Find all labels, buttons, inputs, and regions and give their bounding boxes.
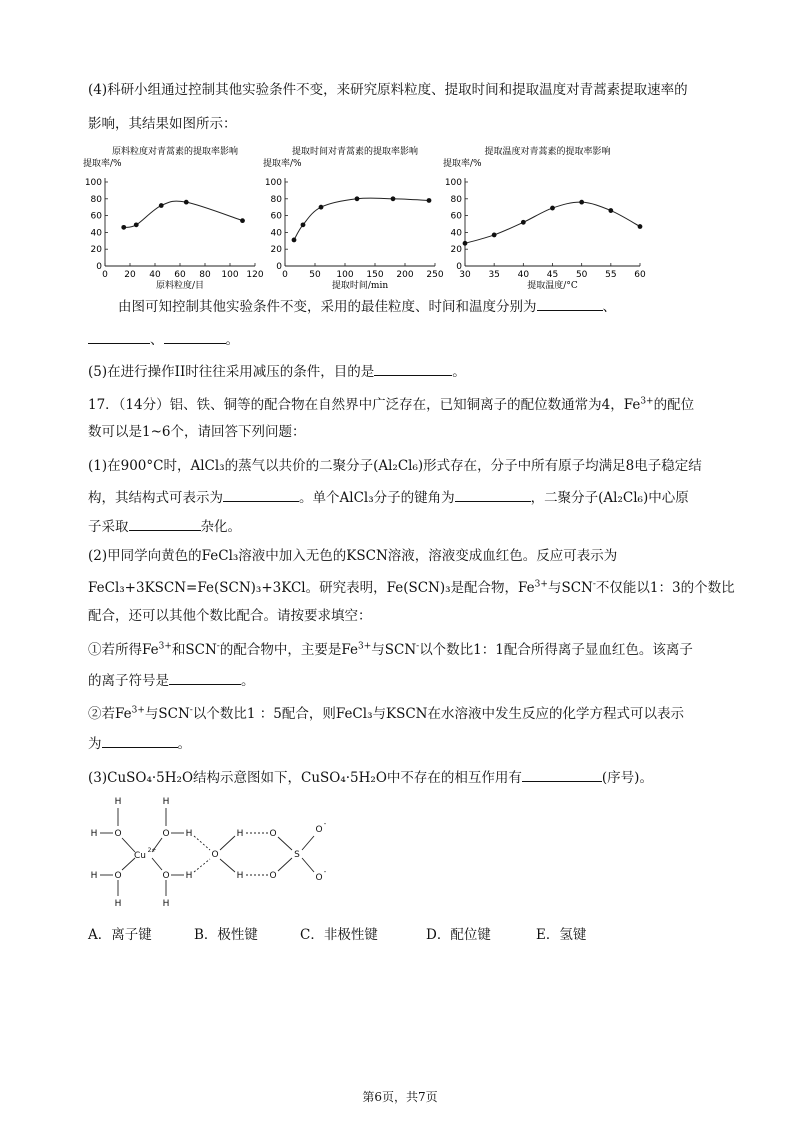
chart-extraction-time	[263, 145, 444, 290]
chart-title: 原料粒度对青蒿素的提取率影响	[111, 147, 239, 157]
superscript: 3+	[357, 641, 372, 652]
hydrogen-bond	[194, 836, 210, 850]
q16-4-answer-line	[118, 296, 758, 317]
y-tick-label: 40	[90, 228, 102, 239]
answer-blank-structure[interactable]	[223, 487, 299, 502]
minus-sign: -	[323, 868, 327, 876]
text: 不仅能以1：3的个数比	[595, 580, 735, 596]
atom-h: H	[162, 899, 170, 909]
superscript: 3+	[534, 579, 548, 590]
text: 子采取	[88, 519, 129, 535]
text: 杂化。	[200, 519, 241, 535]
x-tick-label: 55	[605, 270, 617, 280]
q17-line1	[88, 395, 728, 415]
hydrogen-bond	[194, 859, 210, 872]
atom-h: H	[162, 797, 170, 807]
period: 。	[225, 332, 239, 348]
q17-2-ii-line2	[88, 733, 728, 754]
y-tick-label: 60	[270, 211, 282, 222]
y-axis-label: 提取率/%	[443, 159, 482, 169]
text: 与SCN	[371, 642, 417, 658]
y-tick-label: 80	[90, 194, 102, 205]
atom-s: S	[294, 850, 300, 860]
text: 。单个AlCl₃分子的键角为	[299, 490, 455, 506]
bond	[122, 838, 135, 852]
bond	[220, 859, 235, 872]
data-point	[391, 196, 396, 201]
data-point	[240, 218, 245, 223]
x-tick-label: 45	[546, 270, 559, 280]
q16-4-answer-text: 由图可知控制其他实验条件不变，采用的最佳粒度、时间和温度分别为	[118, 299, 537, 315]
cu-charge: 2+	[147, 847, 157, 854]
x-axis-label: 提取时间/min	[331, 281, 389, 290]
superscript: 3+	[131, 705, 145, 716]
x-tick-label: 60	[634, 270, 646, 280]
answer-blank-ion-symbol[interactable]	[169, 670, 241, 685]
q17-1-line1: (1)在900°C时，AlCl₃的蒸气以共价的二聚分子(Al₂Cl₆)形式存在，分子中所有原子均满足8电子稳定结	[88, 458, 702, 474]
x-tick-label: 50	[309, 270, 321, 280]
series-line	[294, 198, 429, 240]
bond	[152, 858, 162, 870]
text: FeCl₃+3KSCN=Fe(SCN)₃+3KCl。研究表明，Fe(SCN)₃是配合物，Fe	[88, 580, 535, 596]
x-axis-label: 原料粒度/目	[155, 281, 205, 290]
x-tick-label: 80	[199, 270, 211, 280]
option-b[interactable]: B．极性键	[194, 927, 258, 943]
q17-1-line3	[88, 516, 728, 537]
atom-h: H	[114, 899, 122, 909]
answer-blank-q16-5[interactable]	[374, 361, 452, 376]
q16-5	[88, 361, 728, 382]
answer-blank-temperature[interactable]	[164, 329, 226, 344]
separator: 、	[150, 332, 164, 348]
data-point	[492, 233, 497, 238]
data-point	[463, 241, 468, 246]
x-tick-label: 250	[426, 270, 444, 280]
text: 为	[88, 736, 102, 752]
answer-blank-size[interactable]	[537, 296, 603, 311]
atom-cu: Cu	[134, 851, 146, 861]
option-a[interactable]: A．离子键	[88, 927, 152, 943]
answer-blank-equation[interactable]	[102, 733, 178, 748]
q17-line2: 数可以是1~6个，请回答下列问题：	[88, 424, 306, 440]
text: 的配位	[653, 397, 695, 413]
atom-o: O	[269, 871, 277, 881]
y-tick-label: 60	[450, 211, 462, 222]
bond	[220, 836, 235, 850]
text: 。	[241, 673, 255, 689]
x-tick-label: 150	[366, 270, 384, 280]
text: ②若Fe	[88, 706, 132, 722]
text: 与SCN	[547, 580, 593, 596]
bond	[278, 858, 292, 871]
x-tick-label: 100	[336, 270, 354, 280]
x-tick-label: 50	[575, 270, 588, 280]
answer-blank-bond-angle[interactable]	[455, 487, 531, 502]
y-tick-label: 0	[96, 262, 102, 272]
x-axis-label: 提取温度/°C	[527, 281, 578, 290]
data-point	[121, 225, 126, 230]
atom-o: O	[211, 850, 219, 860]
data-point	[355, 196, 360, 201]
x-tick-label: 60	[174, 270, 186, 280]
atom-o-minus: O	[315, 873, 323, 883]
superscript: -	[216, 641, 220, 652]
data-point	[521, 220, 526, 225]
atom-h: H	[114, 797, 122, 807]
bond	[302, 858, 314, 872]
text: ①若所得Fe	[88, 642, 159, 658]
y-axis-label: 提取率/%	[83, 159, 122, 169]
q16-5-text: (5)在进行操作II时往往采用减压的条件，目的是	[88, 364, 375, 380]
answer-blank-hybridization[interactable]	[129, 516, 201, 531]
text: 和SCN	[171, 642, 217, 658]
atom-h: H	[236, 829, 244, 839]
q16-4-intro-line1: (4)科研小组通过控制其他实验条件不变，来研究原料粒度、提取时间和提取温度对青蒿素提取速率的	[88, 82, 688, 98]
q17-1-line2	[88, 487, 728, 508]
x-tick-label: 40	[517, 270, 530, 280]
superscript: -	[189, 705, 193, 716]
y-axis-label: 提取率/%	[263, 159, 302, 169]
option-d[interactable]: D．配位键	[426, 927, 491, 943]
atom-o: O	[114, 829, 122, 839]
y-tick-label: 20	[90, 245, 102, 256]
atom-h: H	[90, 829, 98, 839]
data-point	[159, 203, 164, 208]
q17-2-line1: (2)甲同学向黄色的FeCl₃溶液中加入无色的KSCN溶液，溶液变成血红色。反应可表示为	[88, 548, 618, 564]
text: 的配合物中，主要是Fe	[219, 642, 358, 658]
y-tick-label: 100	[264, 178, 282, 188]
text: (序号)。	[601, 770, 653, 786]
text: 构，其结构式可表示为	[88, 490, 223, 506]
superscript: -	[416, 641, 420, 652]
q17-2-i-line2	[88, 670, 728, 691]
atom-h: H	[90, 871, 98, 881]
text: 17．（14分）铝、铁、铜等的配合物在自然界中广泛存在，已知铜离子的配位数通常为4，Fe	[88, 397, 641, 413]
text: 。	[177, 736, 191, 752]
separator: 、	[602, 299, 616, 315]
chart-panel	[0, 140, 800, 290]
data-point	[301, 222, 306, 227]
text: 以个数比1：1配合所得离子显血红色。该离子	[419, 642, 693, 658]
x-tick-label: 120	[246, 270, 264, 280]
y-tick-label: 20	[270, 245, 282, 256]
y-tick-label: 80	[270, 194, 282, 205]
period: 。	[452, 364, 466, 380]
option-c[interactable]: C．非极性键	[300, 927, 378, 943]
superscript: 3+	[640, 396, 654, 407]
y-tick-label: 100	[84, 178, 102, 188]
chart-title: 提取时间对青蒿素的提取率影响	[291, 147, 419, 157]
chart-particle-size	[83, 145, 264, 290]
superscript: -	[592, 579, 596, 590]
y-tick-label: 60	[90, 211, 102, 222]
q16-4-answer-line2	[88, 329, 728, 350]
atom-h: H	[185, 829, 193, 839]
answer-blank-time[interactable]	[88, 329, 150, 344]
text: ，二聚分子(Al₂Cl₆)中心原	[530, 490, 689, 506]
y-tick-label: 20	[450, 245, 462, 256]
y-tick-label: 80	[450, 194, 462, 205]
data-point	[292, 238, 297, 243]
y-tick-label: 0	[276, 262, 282, 272]
atom-h: H	[236, 871, 244, 881]
x-tick-label: 40	[149, 270, 161, 280]
atom-o: O	[269, 829, 277, 839]
y-tick-label: 40	[270, 228, 282, 239]
chart-extraction-temperature	[443, 145, 646, 290]
x-tick-label: 200	[396, 270, 414, 280]
atom-o: O	[162, 871, 170, 881]
data-point	[427, 198, 432, 203]
bond	[302, 836, 314, 850]
data-point	[638, 224, 643, 229]
q17-2-ii-line1	[88, 704, 728, 724]
q17-2-line2	[88, 578, 735, 598]
data-point	[184, 200, 189, 205]
x-tick-label: 0	[282, 270, 288, 280]
data-point	[579, 200, 584, 205]
x-tick-label: 0	[102, 270, 108, 280]
data-point	[550, 206, 555, 211]
text: 与SCN	[144, 706, 190, 722]
q17-2-line3: 配合，还可以其他个数比配合。请按要求填空：	[88, 608, 372, 624]
x-tick-label: 100	[221, 270, 239, 280]
option-e[interactable]: E．氢键	[536, 927, 587, 943]
superscript: 3+	[158, 641, 172, 652]
text: 以个数比1 ：5配合，则FeCl₃与KSCN在水溶液中发生反应的化学方程式可以表示	[192, 706, 684, 722]
y-tick-label: 40	[450, 228, 462, 239]
series-line	[124, 201, 243, 227]
x-tick-label: 30	[459, 270, 471, 280]
x-tick-label: 35	[488, 270, 500, 280]
q17-2-i-line1	[88, 640, 728, 660]
data-point	[134, 222, 139, 227]
y-tick-label: 100	[444, 178, 462, 188]
atom-h: H	[185, 871, 193, 881]
atom-o-minus: O	[315, 825, 323, 835]
x-tick-label: 20	[124, 270, 136, 280]
y-tick-label: 0	[456, 262, 462, 272]
q17-3-line	[88, 767, 728, 788]
data-point	[319, 205, 324, 210]
atom-o: O	[114, 871, 122, 881]
page-footer: 第6页，共7页	[362, 1090, 438, 1104]
atom-o: O	[162, 829, 170, 839]
answer-blank-interaction[interactable]	[522, 767, 602, 782]
chart-title: 提取温度对青蒿素的提取率影响	[484, 147, 611, 157]
bond	[278, 837, 292, 850]
data-point	[608, 208, 613, 213]
text: (3)CuSO₄·5H₂O结构示意图如下，CuSO₄·5H₂O中不存在的相互作用有	[88, 770, 522, 786]
text: 的离子符号是	[88, 673, 169, 689]
minus-sign: -	[323, 820, 327, 828]
q16-4-intro-line2: 影响，其结果如图所示：	[88, 116, 237, 132]
cuso4-structure-diagram	[80, 790, 420, 920]
